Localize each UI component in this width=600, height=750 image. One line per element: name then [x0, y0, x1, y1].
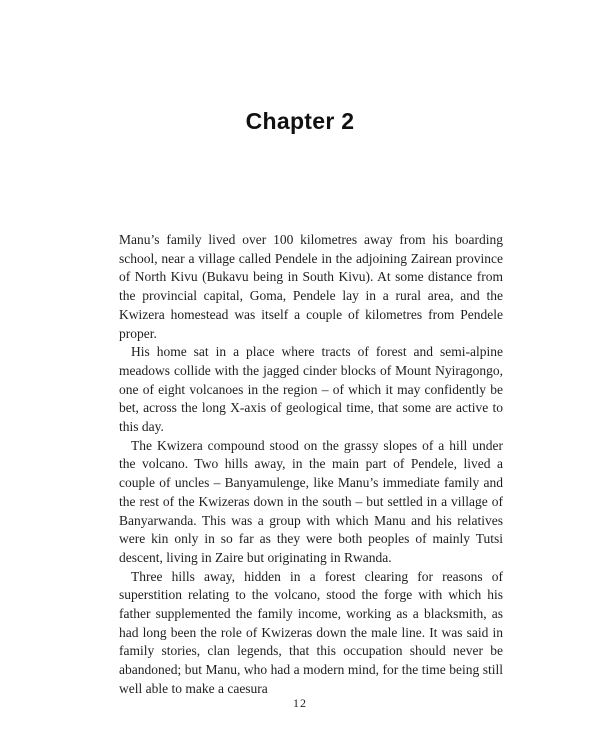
body-text [119, 231, 503, 699]
paragraph-2: His home sat in a place where tracts of forest and semi-alpine meadows collide with the jagged cinder blocks of Mount Nyiragongo, one of eight volcanoes in the region – of which it may confidently be bet, across the long X-axis of geological time, that some are active to this day. [119, 344, 503, 435]
paragraph-1: Manu’s family lived over 100 kilometres away from his boarding school, near a village called Pendele in the adjoining Zairean province of North Kivu (Bukavu being in South Kivu). At some distance from the provincial capital, Goma, Pendele lay in a rural area, and the Kwizera homestead was itself a couple of kilometres from Pendele proper. [119, 232, 503, 341]
paragraph-3: The Kwizera compound stood on the grassy slopes of a hill under the volcano. Two hills away, in the main part of Pendele, lived a couple of uncles – Banyamulenge, like Manu’s immediate family and the rest of the Kwizeras down in the south – but settled in a village of Banyarwanda. This was a group with which Manu and his relatives were kin only in so far as they were both peoples of mainly Tutsi descent, living in Zaire but originating in Rwanda. [119, 437, 503, 565]
paragraph-4: Three hills away, hidden in a forest clearing for reasons of superstition relating to the volcano, stood the forge with which his father supplemented the family income, working as a blacksmith, as had long been the role of Kwizeras down the male line. It was said in family stories, clan legends, that this occupation should never be abandoned; but Manu, who had a modern mind, for the time being still well able to make a caesura [119, 568, 503, 696]
page-number: 12 [293, 696, 307, 710]
chapter-title: Chapter 2 [245, 108, 355, 134]
